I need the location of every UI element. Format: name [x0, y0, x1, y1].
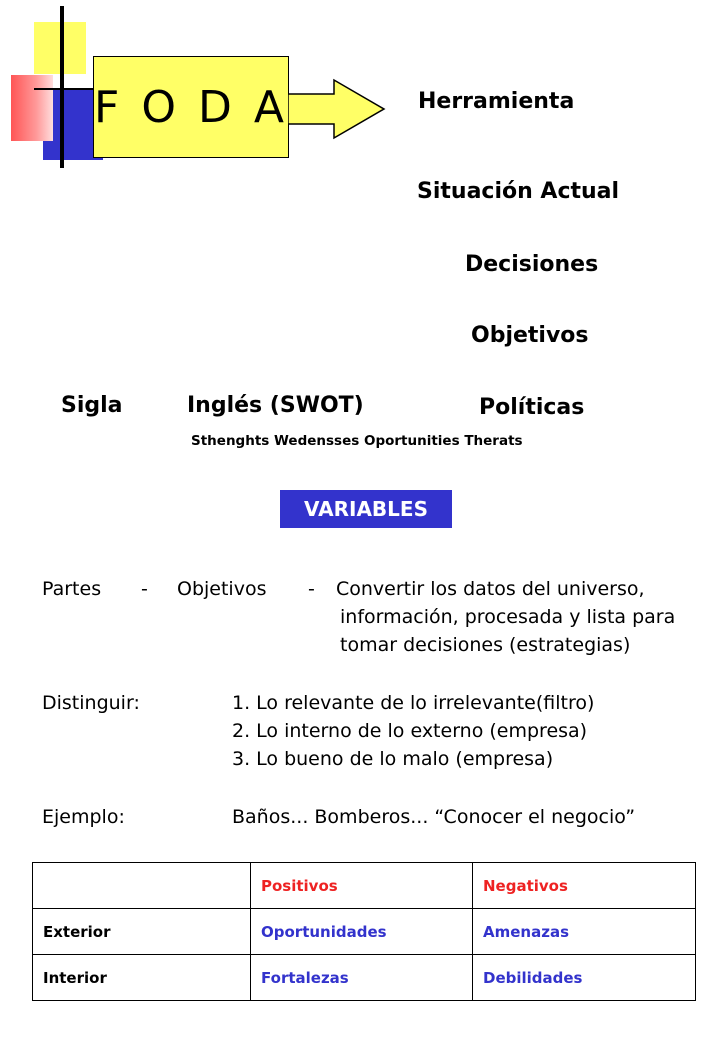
decorative-red-square [11, 75, 53, 141]
swot-expansion: Sthenghts Wedensses Oportunities Therats [191, 433, 523, 449]
heading-objetivos: Objetivos [471, 323, 589, 348]
table-header-positivos: Positivos [251, 863, 473, 909]
table-row [33, 909, 696, 955]
foda-matrix-table [32, 862, 696, 1001]
objetivos-line-2: información, procesada y lista para [340, 606, 676, 628]
heading-situacion-actual: Situación Actual [417, 179, 620, 204]
partes-dash-1: - [141, 578, 148, 600]
objetivos-line-3: tomar decisiones (estrategias) [340, 634, 631, 656]
objetivos-line-1: Convertir los datos del universo, [336, 578, 645, 600]
table-header-negativos: Negativos [473, 863, 696, 909]
distinguir-item-3: 3. Lo bueno de lo malo (empresa) [232, 748, 554, 770]
distinguir-label: Distinguir: [42, 692, 140, 714]
partes-dash-2: - [308, 578, 315, 600]
right-arrow-icon [288, 78, 388, 140]
table-row [33, 955, 696, 1001]
ejemplo-text: Baños... Bomberos... “Conocer el negocio” [232, 806, 636, 828]
table-cell-fortalezas: Fortalezas [251, 955, 473, 1001]
variables-badge [280, 490, 452, 528]
distinguir-item-2: 2. Lo interno de lo externo (empresa) [232, 720, 588, 742]
heading-politicas: Políticas [479, 395, 585, 420]
table-row-label-interior: Interior [33, 955, 251, 1001]
foda-logo-box [93, 56, 289, 158]
table-row-label-exterior: Exterior [33, 909, 251, 955]
sigla-label: Sigla [61, 393, 123, 418]
table-cell-debilidades: Debilidades [473, 955, 696, 1001]
partes-label: Partes [42, 578, 102, 600]
table-cell-amenazas: Amenazas [473, 909, 696, 955]
table-cell-oportunidades: Oportunidades [251, 909, 473, 955]
table-header-row [33, 863, 696, 909]
heading-decisiones: Decisiones [465, 252, 599, 277]
objetivos-label: Objetivos [177, 578, 267, 600]
ejemplo-label: Ejemplo: [42, 806, 125, 828]
decorative-vertical-line [60, 6, 64, 168]
sigla-english: Inglés (SWOT) [187, 393, 364, 418]
distinguir-item-1: 1. Lo relevante de lo irrelevante(filtro) [232, 692, 595, 714]
variables-label: VARIABLES [304, 497, 428, 521]
table-corner-cell [33, 863, 251, 909]
foda-logo-text: F O D A [94, 81, 288, 133]
heading-herramienta: Herramienta [418, 89, 575, 114]
